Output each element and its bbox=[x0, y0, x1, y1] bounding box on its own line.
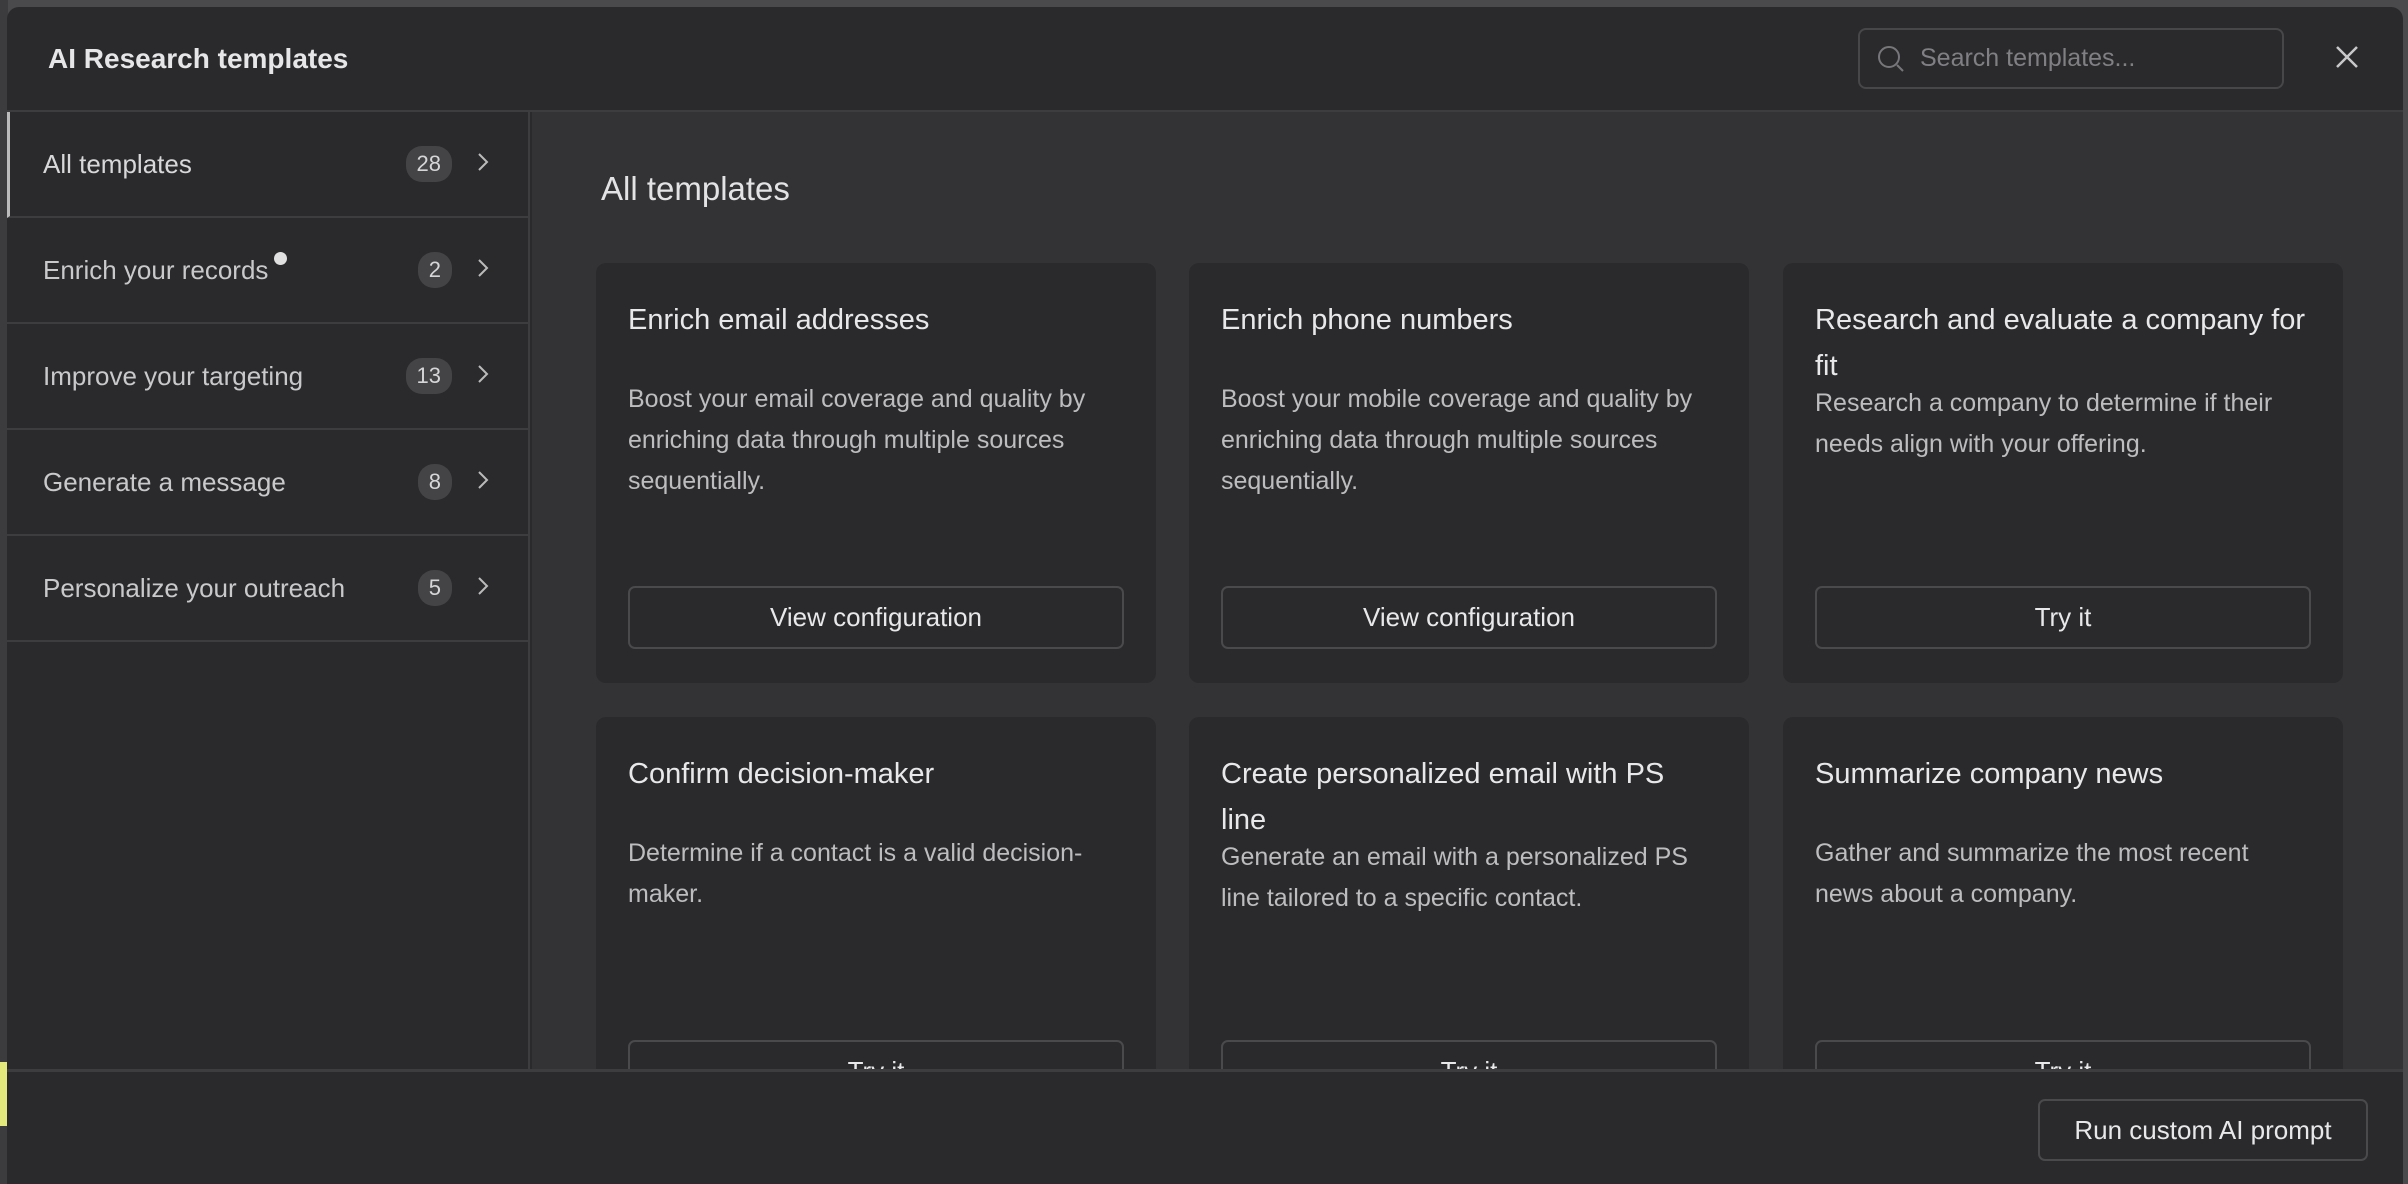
sidebar-item-label: Enrich your records bbox=[43, 254, 269, 285]
template-card bbox=[596, 263, 1156, 683]
chevron-right-icon bbox=[476, 255, 496, 286]
close-button[interactable] bbox=[2329, 39, 2365, 75]
count-badge: 8 bbox=[418, 464, 452, 500]
card-description: Boost your mobile coverage and quality by enriching data through multiple sources sequentially. bbox=[1221, 385, 1693, 495]
search-box[interactable] bbox=[1858, 28, 2284, 89]
template-card bbox=[1783, 263, 2343, 683]
count-badge: 28 bbox=[406, 146, 452, 182]
view-configuration-button[interactable]: View configuration bbox=[1221, 586, 1717, 649]
sidebar-item-personalize-outreach[interactable] bbox=[7, 536, 528, 642]
modal-header bbox=[7, 7, 2403, 112]
chevron-right-icon bbox=[476, 149, 496, 180]
try-it-button[interactable]: Try it bbox=[1815, 586, 2311, 649]
close-icon bbox=[2335, 45, 2359, 69]
sidebar-item-label-wrap bbox=[43, 255, 418, 286]
chevron-right-icon bbox=[476, 467, 496, 498]
category-sidebar bbox=[7, 112, 530, 1069]
card-title: Summarize company news bbox=[1815, 758, 2164, 790]
sidebar-item-enrich-records[interactable] bbox=[7, 218, 528, 324]
count-badge: 5 bbox=[418, 570, 452, 606]
chevron-right-icon bbox=[476, 573, 496, 604]
template-card bbox=[1189, 263, 1749, 683]
card-description: Boost your email coverage and quality by enriching data through multiple sources sequentially. bbox=[628, 385, 1086, 495]
run-custom-ai-prompt-button[interactable]: Run custom AI prompt bbox=[2038, 1099, 2368, 1161]
sidebar-item-improve-targeting[interactable] bbox=[7, 324, 528, 430]
new-indicator-dot bbox=[274, 252, 287, 265]
search-input[interactable] bbox=[1920, 44, 2250, 73]
card-description: Determine if a contact is a valid decision-maker. bbox=[628, 839, 1083, 908]
view-configuration-button[interactable]: View configuration bbox=[628, 586, 1124, 649]
count-badge: 2 bbox=[418, 252, 452, 288]
card-title: Enrich phone numbers bbox=[1221, 304, 1513, 336]
chevron-right-icon bbox=[476, 361, 496, 392]
card-title: Confirm decision-maker bbox=[628, 758, 935, 790]
search-icon bbox=[1876, 44, 1906, 74]
count-badge: 13 bbox=[406, 358, 452, 394]
sidebar-item-label: Generate a message bbox=[43, 466, 286, 497]
templates-modal bbox=[7, 7, 2403, 1184]
card-title: Research and evaluate a company for fit bbox=[1815, 304, 2306, 382]
modal-title: AI Research templates bbox=[48, 43, 349, 74]
sidebar-item-label: Improve your targeting bbox=[43, 360, 304, 391]
card-description: Gather and summarize the most recent news about a company. bbox=[1815, 839, 2249, 908]
modal-footer bbox=[7, 1069, 2403, 1184]
section-heading: All templates bbox=[601, 170, 790, 207]
templates-content bbox=[532, 112, 2403, 1069]
sidebar-item-all-templates[interactable] bbox=[7, 112, 528, 218]
sidebar-item-label: Personalize your outreach bbox=[43, 572, 346, 603]
sidebar-item-generate-message[interactable] bbox=[7, 430, 528, 536]
card-title: Create personalized email with PS line bbox=[1221, 758, 1665, 836]
card-title: Enrich email addresses bbox=[628, 304, 930, 336]
card-description: Generate an email with a personalized PS line tailored to a specific contact. bbox=[1221, 843, 1688, 912]
sidebar-item-label: All templates bbox=[43, 148, 192, 179]
card-description: Research a company to determine if their needs align with your offering. bbox=[1815, 389, 2273, 458]
